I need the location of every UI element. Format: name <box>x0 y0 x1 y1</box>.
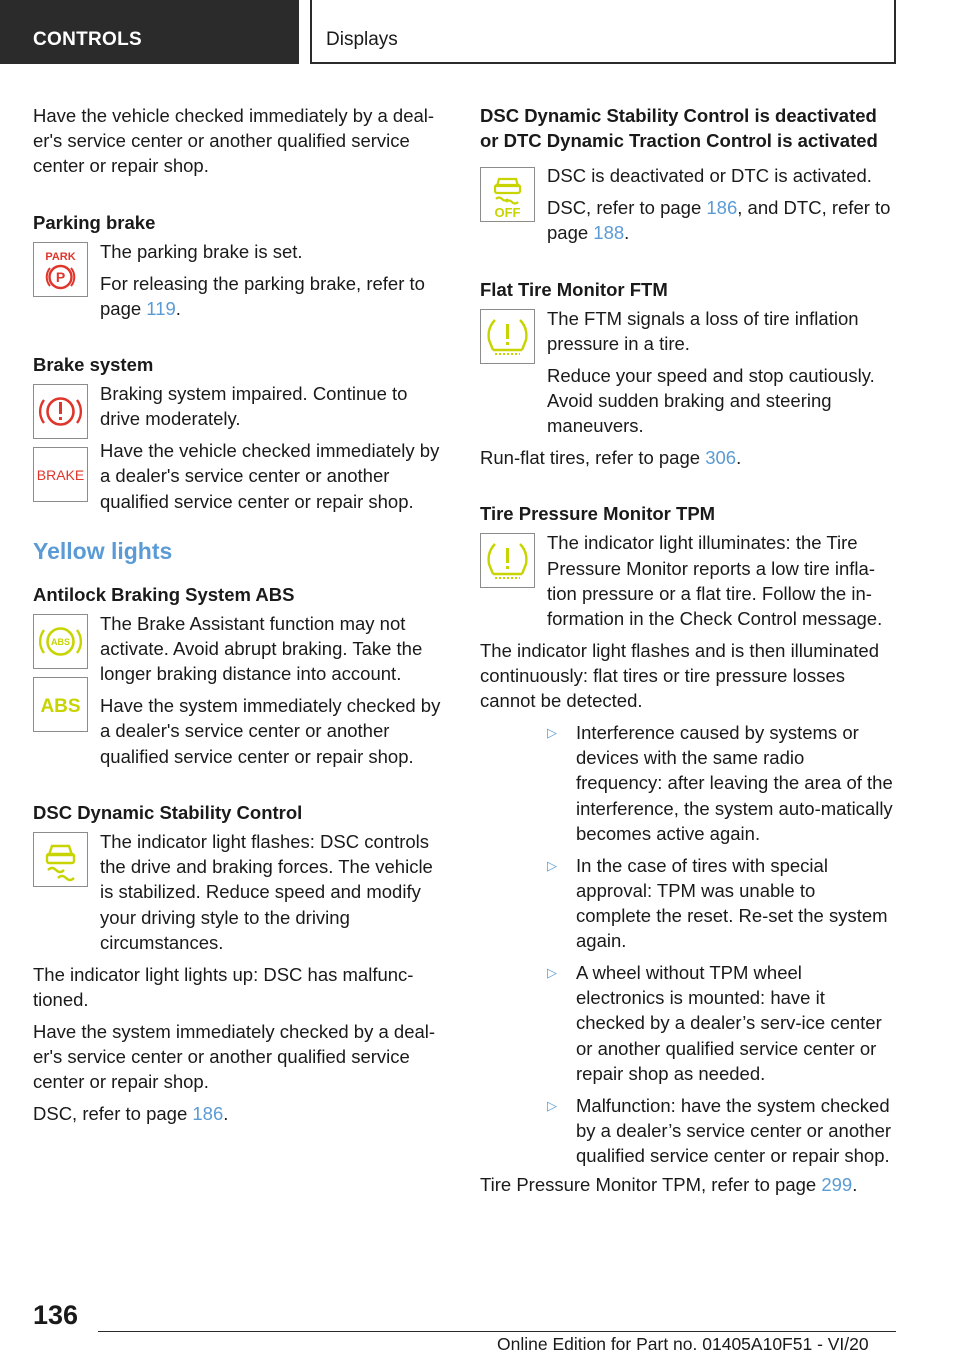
svg-text:P: P <box>55 268 66 285</box>
brake-warning-icon <box>33 384 88 439</box>
edition-note: Online Edition for Part no. 01405A10F51 - VI/20 <box>497 1334 869 1354</box>
ftm-text-1: The FTM signals a loss of tire inflation pressure in a tire. <box>547 307 859 355</box>
svg-text:ABS: ABS <box>50 637 71 648</box>
parking-brake-heading: Parking brake <box>33 211 156 233</box>
section-label: Displays <box>326 29 398 50</box>
svg-text:BRAKE: BRAKE <box>36 467 85 484</box>
abs-entry <box>33 611 448 769</box>
section-header <box>310 0 896 64</box>
yellow-lights-heading: Yellow lights <box>33 537 173 564</box>
svg-text:ABS: ABS <box>40 696 81 718</box>
dsc-text-2: The indicator light lights up: DSC has malfunc-tioned. <box>33 963 414 1010</box>
svg-text:PARK: PARK <box>45 250 76 263</box>
abs-circle-icon <box>33 614 88 669</box>
list-item: ▷ Malfunction: have the system checked by a dealer’s service center or another qualified service center or repair shop. <box>547 1094 892 1167</box>
dsc-entry <box>33 829 448 1126</box>
right-column <box>480 103 894 1197</box>
dsc-off-text-2: DSC, refer to page 186, and DTC, refer to page 188. <box>547 197 891 244</box>
abs-text-2: Have the system immediately checked by a dealer's service center or another qualified service center or repair shop. <box>100 695 441 767</box>
brake-system-text-2: Have the vehicle checked immediately by a dealer's service center or another qualified service center or repair shop. <box>100 440 440 512</box>
dsc-off-heading: DSC Dynamic Stability Control is deactivated or DTC Dynamic Traction Control is activated <box>480 105 878 152</box>
tpm-heading: Tire Pressure Monitor TPM <box>480 503 716 525</box>
brake-system-heading: Brake system <box>33 354 154 376</box>
list-item: ▷ In the case of tires with special approval: TPM was unable to complete the reset. Re-set the system again. <box>547 854 888 952</box>
tpm-text-2: The indicator light flashes and is then illuminated continuously: flat tires or tire pressure losses cannot be detected. <box>480 639 880 712</box>
ftm-entry <box>480 306 894 470</box>
page-link-119[interactable]: 119 <box>146 297 176 319</box>
page-link-186[interactable]: 186 <box>192 1102 224 1124</box>
dsc-skid-icon <box>33 832 88 887</box>
dsc-text-3: Have the system immediately checked by a deal-er's service center or another qualified service center or repair shop. <box>33 1020 436 1093</box>
abs-text-icon <box>33 677 88 732</box>
triangle-bullet-icon: ▷ <box>547 725 557 741</box>
triangle-bullet-icon: ▷ <box>547 965 557 981</box>
brake-system-entry <box>33 381 448 514</box>
ftm-text-3: Run-flat tires, refer to page 306. <box>480 447 742 469</box>
left-column <box>33 103 448 1126</box>
tire-warning-icon <box>480 309 535 364</box>
page-link-186-b[interactable]: 186 <box>706 197 738 219</box>
page-link-299[interactable]: 299 <box>821 1174 853 1196</box>
list-item: ▷ A wheel without TPM wheel electronics is mounted: have it checked by a dealer’s serv-ice center or another qualified service center or repair shop as needed. <box>547 962 882 1084</box>
tpm-text-1: The indicator light illuminates: the Tire Pressure Monitor reports a low tire infla-tion pressure or a flat tire. Follow the in-formation in the Check Control message. <box>547 532 883 630</box>
parking-brake-icon <box>33 242 88 297</box>
ftm-text-2: Reduce your speed and stop cautiously. Avoid sudden braking and steering maneuvers. <box>547 364 875 437</box>
footer-divider <box>98 1331 896 1332</box>
tpm-warning-icon <box>480 533 535 588</box>
dsc-off-text-1: DSC is deactivated or DTC is activated. <box>547 165 872 187</box>
svg-text:OFF: OFF <box>494 205 521 221</box>
dsc-text-4: DSC, refer to page 186. <box>33 1102 229 1124</box>
dsc-text-1: The indicator light flashes: DSC controls the drive and braking forces. The vehicle is stabilized. Reduce speed and modify your driving style to the driving circumstances. <box>100 831 433 953</box>
tpm-bullet-list <box>547 720 894 1168</box>
chapter-label: CONTROLS <box>33 29 143 50</box>
abs-heading: Antilock Braking System ABS <box>33 583 295 605</box>
brake-text-icon <box>33 447 88 502</box>
dsc-off-entry <box>480 163 894 245</box>
dsc-heading: DSC Dynamic Stability Control <box>33 801 303 823</box>
parking-brake-text-2: For releasing the parking brake, refer to page 119. <box>100 272 425 319</box>
abs-text-1: The Brake Assistant function may not activate. Avoid abrupt braking. Take the longer braking distance into account. <box>100 613 423 685</box>
list-item: ▷ Interference caused by systems or devices with the same radio frequency: after leaving the area of the interference, the system auto-matically becomes active again. <box>547 722 893 844</box>
chapter-tab <box>0 0 299 64</box>
dsc-off-icon <box>480 167 535 222</box>
triangle-bullet-icon: ▷ <box>547 857 557 873</box>
tpm-text-3: Tire Pressure Monitor TPM, refer to page 299. <box>480 1174 858 1196</box>
page-link-188[interactable]: 188 <box>593 222 625 244</box>
intro-text: Have the vehicle checked immediately by a deal-er's service center or another qualified service center or repair shop. <box>33 105 435 177</box>
parking-brake-text-1: The parking brake is set. <box>100 240 303 262</box>
brake-system-text-1: Braking system impaired. Continue to drive moderately. <box>100 383 408 430</box>
parking-brake-entry <box>33 239 448 321</box>
tpm-entry <box>480 530 894 1197</box>
ftm-heading: Flat Tire Monitor FTM <box>480 278 668 300</box>
page-number: 136 <box>33 1300 79 1330</box>
page-link-306[interactable]: 306 <box>705 447 737 469</box>
triangle-bullet-icon: ▷ <box>547 1097 557 1113</box>
